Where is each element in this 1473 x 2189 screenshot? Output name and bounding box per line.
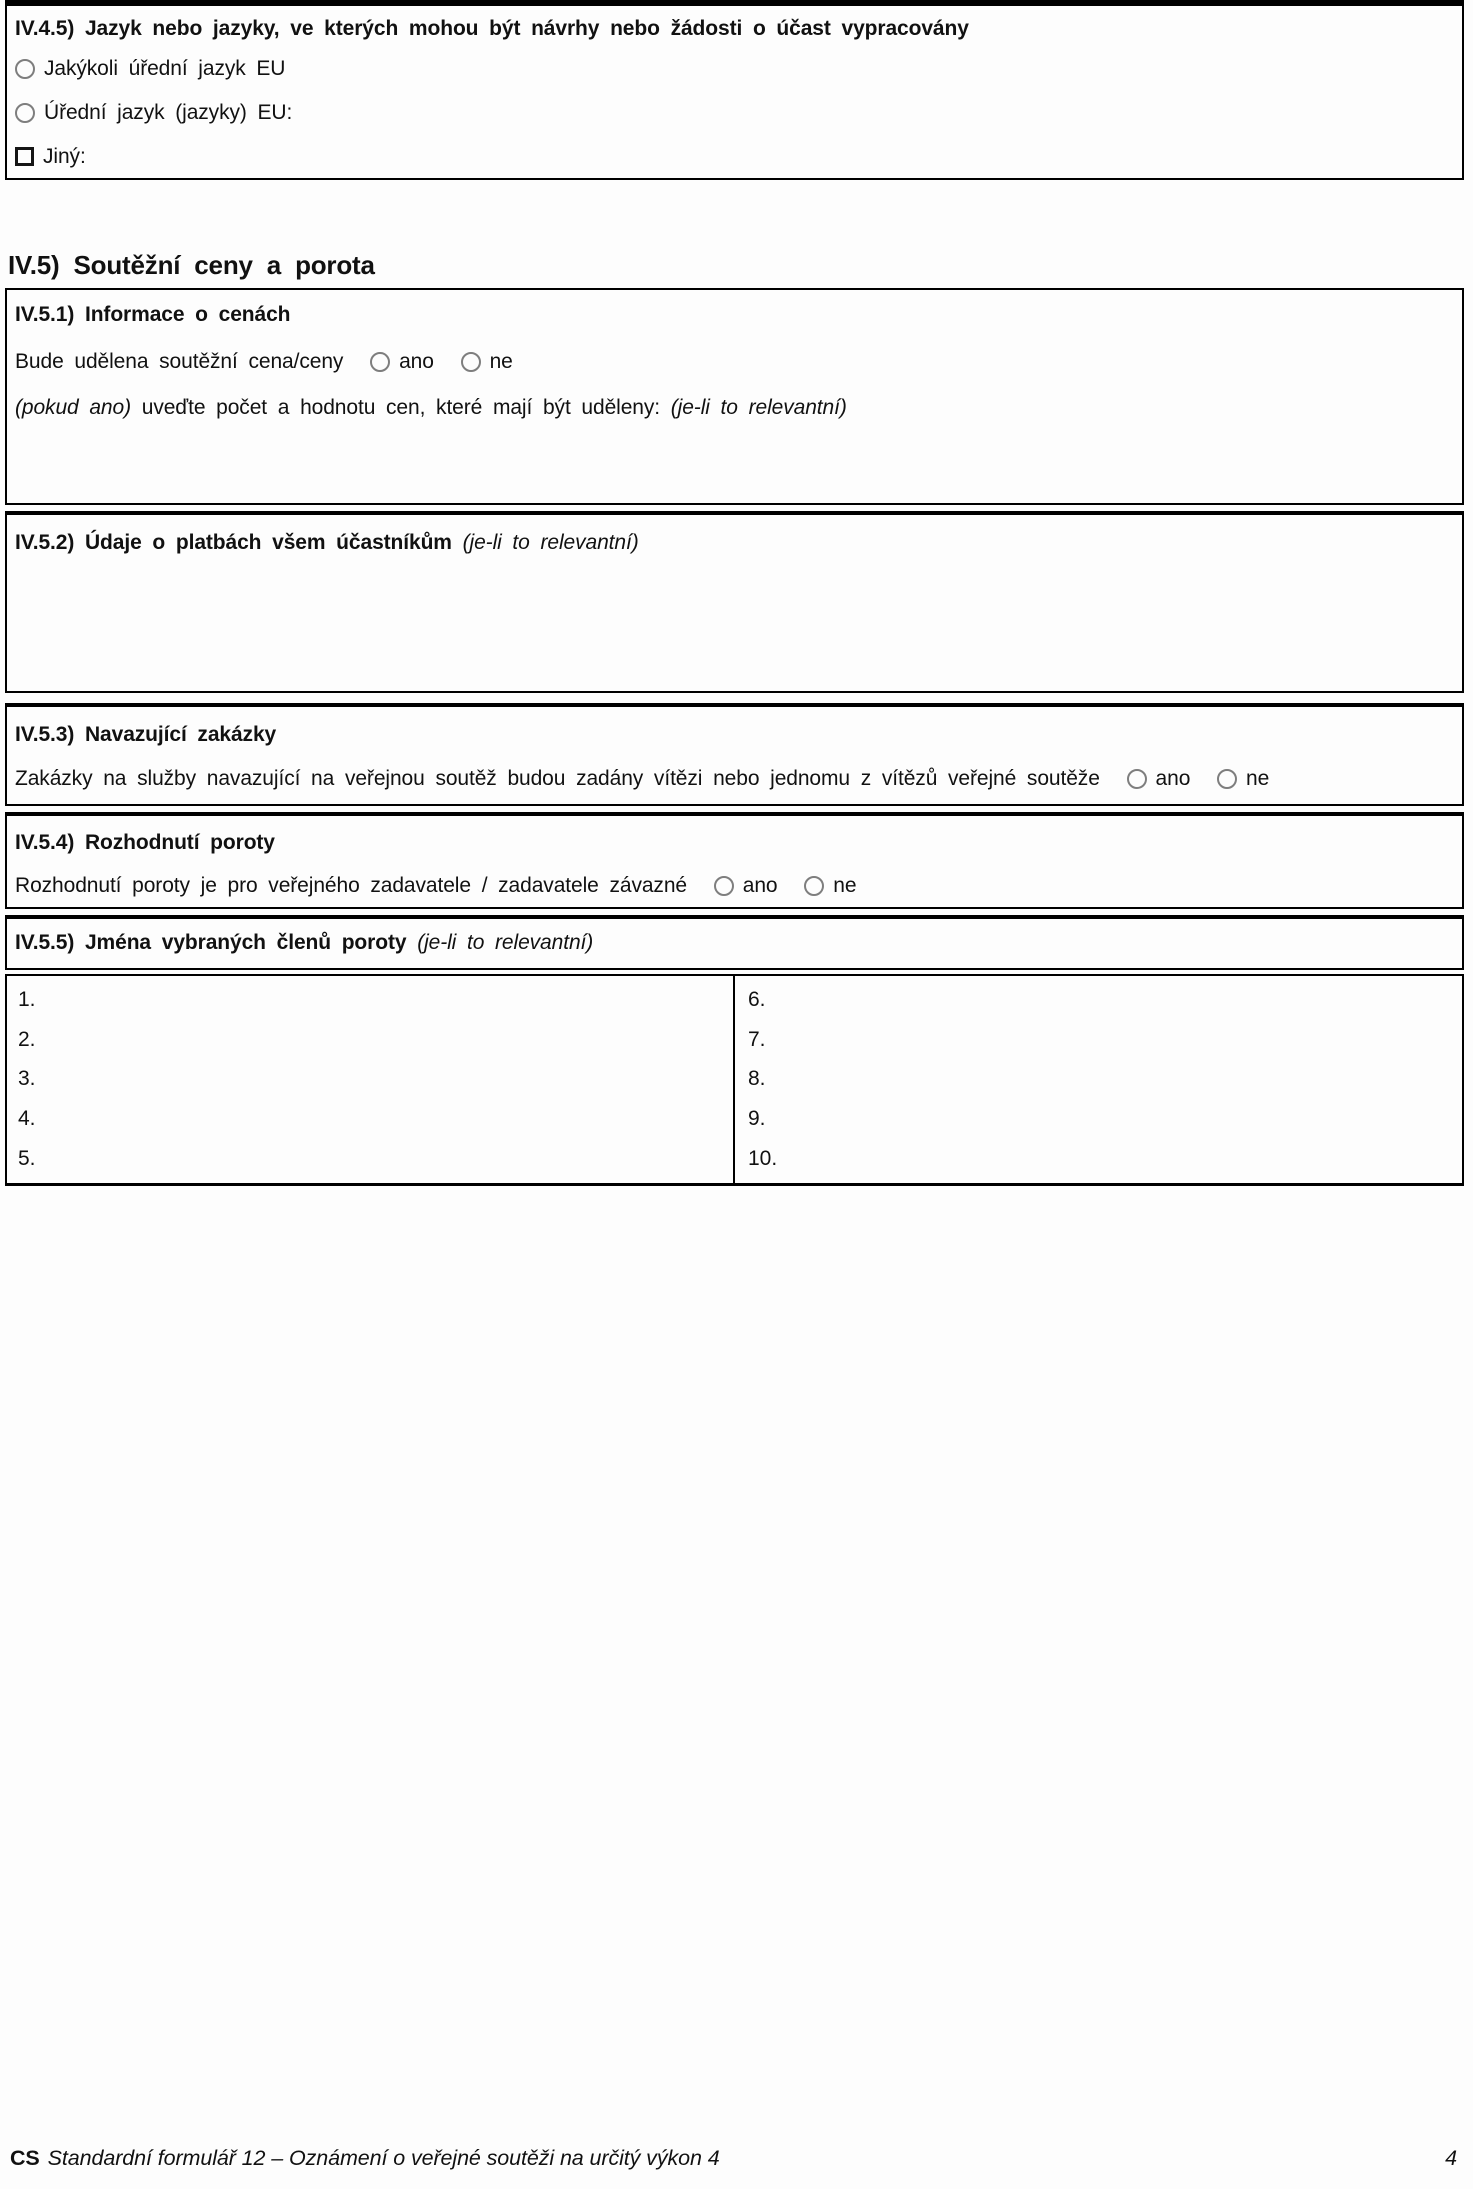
section-iv52-title-row <box>7 531 1462 554</box>
jury-member-field-6[interactable] <box>748 980 1462 1020</box>
footer-form-name: Standardní formulář 12 – Oznámení o veřejné soutěži na určitý výkon 4 <box>47 2146 720 2170</box>
section-iv45-box <box>5 0 1464 180</box>
any-official-eu-language-radio[interactable] <box>15 59 35 79</box>
section-iv51-title: IV.5.1) Informace o cenách <box>15 303 291 326</box>
jury-decision-no-radio[interactable] <box>804 876 824 896</box>
section-iv53-box <box>5 703 1464 806</box>
section-iv55-box <box>5 915 1464 970</box>
jury-members-table <box>5 974 1464 1186</box>
jury-member-field-8[interactable] <box>748 1060 1462 1100</box>
no-label: ne <box>489 350 513 373</box>
section-iv54-box <box>5 812 1464 909</box>
prize-details-input-area[interactable] <box>7 419 1462 489</box>
no-label: ne <box>1246 767 1270 790</box>
option-label: Jiný: <box>43 145 86 168</box>
jury-members-right-column <box>735 976 1462 1183</box>
section-iv52-title-note: (je-li to relevantní) <box>462 531 639 554</box>
prize-question: Bude udělena soutěžní cena/ceny <box>15 350 344 373</box>
footer-form-title <box>10 2146 720 2171</box>
section-iv5-heading: IV.5) Soutěžní ceny a porota <box>8 250 375 280</box>
jury-member-field-5[interactable] <box>18 1139 733 1179</box>
followup-yes-radio[interactable] <box>1127 769 1147 789</box>
followup-contracts-question-row <box>7 767 1462 790</box>
jury-member-field-4[interactable] <box>18 1099 733 1139</box>
jury-member-number: 7. <box>748 1027 766 1051</box>
prize-note-suffix: (je-li to relevantní) <box>670 396 847 419</box>
jury-member-field-7[interactable] <box>748 1020 1462 1060</box>
jury-member-number: 1. <box>18 987 36 1011</box>
jury-member-number: 4. <box>18 1107 36 1131</box>
footer-language-code: CS <box>10 2146 40 2170</box>
page-footer <box>10 2146 1457 2171</box>
section-iv45-title: IV.4.5) Jazyk nebo jazyky, ve kterých mohou být návrhy nebo žádosti o účast vypracovány <box>15 17 969 40</box>
prize-yes-radio[interactable] <box>370 352 390 372</box>
option-label: Jakýkoli úřední jazyk EU <box>44 57 286 80</box>
jury-decision-question-row <box>7 874 1462 897</box>
other-language-checkbox[interactable] <box>15 147 34 166</box>
followup-no-radio[interactable] <box>1217 769 1237 789</box>
option-official-eu-language <box>7 101 1462 124</box>
prize-no-radio[interactable] <box>461 352 481 372</box>
option-label: Úřední jazyk (jazyky) EU: <box>44 101 293 124</box>
section-iv52-title: IV.5.2) Údaje o platbách všem účastníkům <box>15 531 452 554</box>
official-eu-language-radio[interactable] <box>15 103 35 123</box>
jury-member-number: 8. <box>748 1067 766 1091</box>
footer-page-number: 4 <box>1445 2146 1457 2170</box>
jury-member-number: 2. <box>18 1027 36 1051</box>
jury-members-left-column <box>7 976 735 1183</box>
jury-decision-yes-radio[interactable] <box>714 876 734 896</box>
jury-member-field-9[interactable] <box>748 1099 1462 1139</box>
jury-member-number: 10. <box>748 1147 778 1171</box>
jury-member-field-2[interactable] <box>18 1020 733 1060</box>
prize-note-row <box>7 396 1462 419</box>
prize-question-row <box>7 350 1462 373</box>
jury-member-field-3[interactable] <box>18 1060 733 1100</box>
section-iv55-title-row <box>7 931 1462 954</box>
yes-label: ano <box>742 874 778 897</box>
prize-note-prefix: (pokud ano) <box>15 396 131 419</box>
jury-member-number: 3. <box>18 1067 36 1091</box>
option-any-official-eu-language <box>7 57 1462 80</box>
jury-member-field-10[interactable] <box>748 1139 1462 1179</box>
section-iv53-title: IV.5.3) Navazující zakázky <box>15 723 277 746</box>
payments-details-input-area[interactable] <box>7 554 1462 674</box>
section-iv55-title: IV.5.5) Jména vybraných členů poroty <box>15 931 407 954</box>
yes-label: ano <box>399 350 434 373</box>
section-iv54-title: IV.5.4) Rozhodnutí poroty <box>15 831 275 854</box>
option-other-language <box>7 145 1462 168</box>
section-iv51-box <box>5 288 1464 505</box>
section-iv52-box <box>5 511 1464 693</box>
no-label: ne <box>833 874 857 897</box>
section-iv55-title-note: (je-li to relevantní) <box>417 931 594 954</box>
followup-contracts-question: Zakázky na služby navazující na veřejnou soutěž budou zadány vítězi nebo jednomu z vítězů veřejné soutěže <box>15 767 1100 790</box>
yes-label: ano <box>1155 767 1191 790</box>
jury-decision-question: Rozhodnutí poroty je pro veřejného zadavatele / zadavatele závazné <box>15 874 687 897</box>
jury-member-number: 5. <box>18 1147 36 1171</box>
jury-member-field-1[interactable] <box>18 980 733 1020</box>
jury-member-number: 9. <box>748 1107 766 1131</box>
prize-note-text: uveďte počet a hodnotu cen, které mají být uděleny: <box>141 396 661 419</box>
jury-member-number: 6. <box>748 987 766 1011</box>
